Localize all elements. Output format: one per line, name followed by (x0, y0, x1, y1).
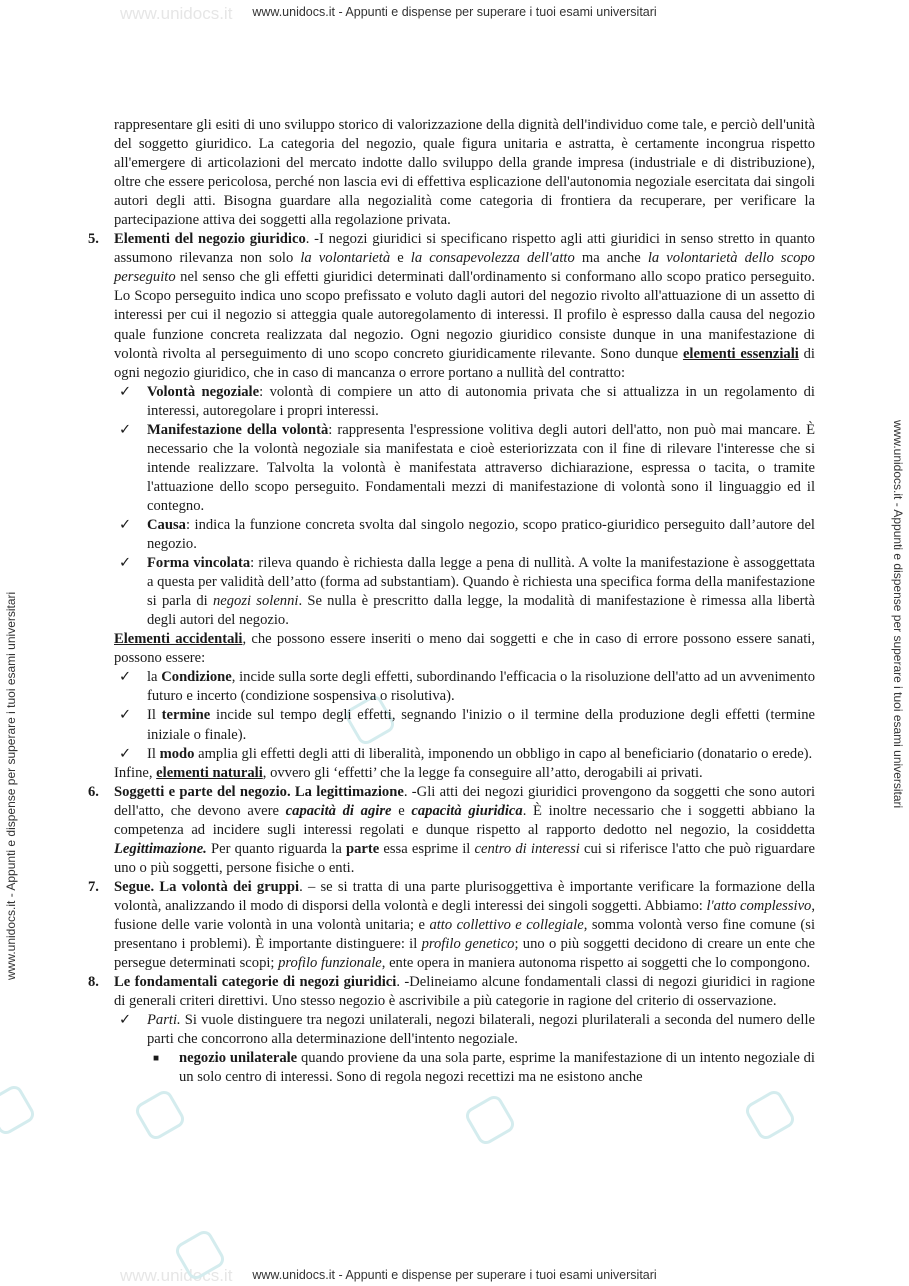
section-7: 7. Segue. La volontà dei gruppi. – se si tratta di una parte plurisoggettiva è importante verificare la formazione della volontà, analizzando il modo di disporsi della volontà e degli interessi dei singoli soggetti. Abbiamo: l'atto complessivo, fusione delle varie volontà in una volontà unitaria; e atto collettivo e collegiale, somma volontà verso fine comune (si presentano i problemi). È importante distinguere: il profilo genetico; uno o più soggetti decidono di creare un ente che persegue determinati scopi; profilo funzionale, ente opera in maniera autonoma rispetto ai soggetti che lo compongono. (88, 878, 815, 973)
checkmark-icon: ✓ (119, 669, 132, 686)
intro-paragraph: rappresentare gli esiti di uno sviluppo storico di valorizzazione della dignità dell'individuo come tale, e perciò dell'unità del soggetto giuridico. La categoria del negozio, quale figura unitaria e astratta, è certamente incongrua rispetto all'emergere di articolazioni del mercato indotte dallo sviluppo della grande impresa (industriale e di distribuzione), oltre che essere pericolosa, perché non lascia evi di effettiva esplicazione dell'autonomia negoziale esercitata dai singoli autori degli atti. Bisogna guardare alla negozialità come categoria di frontiera da recuperare, per verificare la partecipazione attiva dei soggetti alla regolazione privata. (114, 117, 815, 229)
document-body (88, 116, 815, 1087)
list-item: ✓ Il termine incide sul tempo degli effetti, segnando l'inizio o il termine della produzione degli effetti (termine iniziale o finale). (114, 706, 815, 744)
watermark-logo-icon (0, 1083, 37, 1138)
watermark-logo-icon (463, 1093, 518, 1148)
list-item: ✓ Volontà negoziale: volontà di compiere un atto di autonomia privata che si attualizza in un regolamento di interessi, autoregolare i propri interessi. (114, 383, 815, 421)
section-title: Segue. La volontà dei gruppi (114, 878, 300, 895)
checkmark-icon: ✓ (119, 1012, 132, 1029)
checkmark-icon: ✓ (119, 745, 132, 762)
list-item: ✓ Parti. Si vuole distinguere tra negozi unilaterali, negozi bilaterali, negozi plurilaterali a seconda del numero delle parti che concorrono alla determinazione dell'intento negoziale. (114, 1011, 815, 1049)
section-title: Le fondamentali categorie di negozi giuridici (114, 974, 397, 991)
list-item: ✓ la Condizione, incide sulla sorte degli effetti, subordinando l'efficacia o la risoluzione dell'atto ad un avvenimento futuro e incerto (condizione sospensiva o risolutiva). (114, 668, 815, 706)
section-title: Soggetti e parte del negozio. La legittimazione (114, 783, 404, 800)
watermark-logo-icon (743, 1088, 798, 1143)
sub-list-item: ■ negozio unilaterale quando proviene da una sola parte, esprime la manifestazione di un intento negoziale di un solo centro di interessi. Sono di regola negozi recettizi ma ne esistono anche (147, 1049, 815, 1087)
accidental-elements-paragraph: Elementi accidentali, che possono essere inseriti o meno dai soggetti e che in caso di errore possono essere sanati, possono essere: (114, 631, 815, 667)
left-side-watermark: www.unidocs.it - Appunti e dispense per superare i tuoi esami universitari (4, 591, 18, 980)
section-number: 7. (88, 878, 99, 895)
faint-watermark-top: www.unidocs.it (120, 4, 233, 23)
header-watermark: www.unidocs.it - Appunti e dispense per superare i tuoi esami universitari (252, 5, 657, 19)
list-item: ✓ Causa: indica la funzione concreta svolta dal singolo negozio, scopo pratico-giuridico perseguito dall’autore del negozio. (114, 516, 815, 554)
checkmark-icon: ✓ (119, 421, 132, 438)
faint-watermark-bottom: www.unidocs.it (120, 1266, 233, 1285)
section-number: 8. (88, 974, 99, 991)
right-side-watermark: www.unidocs.it - Appunti e dispense per superare i tuoi esami universitari (891, 420, 905, 809)
essential-elements-label: elementi essenziali (682, 345, 799, 362)
checkmark-icon: ✓ (119, 383, 132, 400)
list-item: ✓ Forma vincolata: rileva quando è richiesta dalla legge a pena di nullità. A volte la manifestazione è assoggettata a questa per validità dell’atto (forma ad substantiam). Quando è richiesta una specifica forma della manifestazione si parla di negozi solenni. Se nulla è prescritto dalla legge, la modalità di manifestazione è rimessa alla libertà degli autori del negozio. (114, 554, 815, 630)
section-title: Elementi del negozio giuridico (114, 231, 306, 248)
footer-watermark: www.unidocs.it - Appunti e dispense per superare i tuoi esami universitari (252, 1268, 657, 1282)
section-number: 6. (88, 783, 99, 800)
watermark-logo-icon (133, 1088, 188, 1143)
checkmark-icon: ✓ (119, 555, 132, 572)
square-bullet-icon: ■ (153, 1053, 160, 1065)
section-number: 5. (88, 231, 99, 248)
list-item: ✓ Manifestazione della volontà: rappresenta l'espressione volitiva degli autori dell'atto, non può mai mancare. È necessario che la volontà negoziale sia manifestata e cioè esteriorizzata con il fine di rilevare l'interesse che si intende realizzare. Talvolta la volontà è manifestata attraverso dichiarazione, espressa o tacita, o tramite l'attuazione dello scopo perseguito. Fondamentali mezzi di manifestazione di volontà sono il linguaggio ed il contegno. (114, 421, 815, 516)
section-5: 5. Elementi del negozio giuridico. -I negozi giuridici si specificano rispetto agli atti giuridici in senso stretto in quanto assumono rilevanza non solo la volontarietà e la consapevolezza dell'atto ma anche la volontarietà dello scopo perseguito nel senso che gli effetti giuridici determinati dall'ordinamento si conformano allo scopo pratico perseguito. Lo Scopo perseguito indica uno scopo prefissato e voluto dagli autori del negozio rivolto all'attuazione di un assetto di interessi per cui il negozio si atteggia quale autoregolamento di interessi. Il profilo è espresso dalla causa del negozio quale funzione concreta realizzata dal negozio. Ogni negozio giuridico consiste dunque in una manifestazione di volontà rivolta al perseguimento di uno scopo concreto giuridicamente rilevante. Sono dunque elementi essenziali di ogni negozio giuridico, che in caso di mancanza o errore portano a nullità del contratto: (88, 230, 815, 382)
section-8: 8. Le fondamentali categorie di negozi giuridici. -Delineiamo alcune fondamentali classi di negozi giuridici in ragione di generali criteri direttivi. Uno stesso negozio è ascrivibile a più categorie in ragione del criterio di osservazione. (88, 973, 815, 1011)
list-item: ✓ Il modo amplia gli effetti degli atti di liberalità, imponendo un obbligo in capo al beneficiario (donatario o erede). (114, 745, 815, 764)
natural-elements-paragraph: Infine, elementi naturali, ovvero gli ‘effetti’ che la legge fa conseguire all’atto, derogabili ai privati. (114, 764, 703, 781)
checkmark-icon: ✓ (119, 707, 132, 724)
section-6: 6. Soggetti e parte del negozio. La legittimazione. -Gli atti dei negozi giuridici provengono da soggetti che sono autori dell'atto, che devono avere capacità di agire e capacità giuridica. È inoltre necessario che i soggetti abbiano la competenza ad incidere sugli interessi regolati e dunque rispetto al rapporto dedotto nel negozio, la cosiddetta Legittimazione. Per quanto riguarda la parte essa esprime il centro di interessi cui si riferisce l'atto che può riguardare uno o più soggetti, persone fisiche o enti. (88, 783, 815, 878)
checkmark-icon: ✓ (119, 516, 132, 533)
